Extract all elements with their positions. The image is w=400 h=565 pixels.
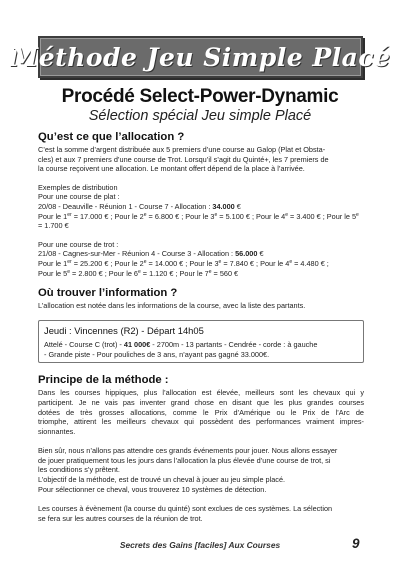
text-line: se fera sur les autres courses de la réunion de trot. bbox=[38, 513, 203, 523]
allocation-paragraph bbox=[38, 145, 364, 174]
principle-paragraph-2 bbox=[38, 446, 364, 494]
prize-item: Pour le $3^e = 7.840$ € bbox=[189, 258, 254, 268]
section-principle bbox=[38, 373, 364, 523]
race-info-box bbox=[38, 320, 364, 364]
principle-paragraph-3 bbox=[38, 504, 364, 523]
text-line: Pour sélectionner ce cheval, vous trouverez 10 systèmes de détection. bbox=[38, 484, 267, 494]
text-line: la course reçoivent une allocation. Le montant offert dépend de la place à l’arrivée. bbox=[38, 164, 305, 174]
text-line: C’est la somme d’argent distribuée aux 5 premiers d’une course au Galop (Plat et Obsta- bbox=[38, 145, 326, 154]
section-allocation bbox=[38, 130, 364, 174]
page-number: 9 bbox=[352, 536, 360, 551]
text-line: sionnantes. bbox=[38, 426, 76, 436]
race-info-title: Jeudi : Vincennes (R2) - Départ 14h05 bbox=[44, 324, 204, 336]
prize-list: Pour le 1er = 17.000 € ; Pour le $2^e = 6.800$ € ; Pour le $3^e = 5.100$ € ; Pour le $4^e = 3.400$ € ; Pour le $5^e = 1.700$ € bbox=[38, 211, 359, 231]
prize-item: Pour le $3^e = 5.100$ € bbox=[185, 211, 250, 221]
prize-item: Pour le $7^e = 560$ € bbox=[179, 268, 239, 278]
page-subtitle: Sélection spécial Jeu simple Placé bbox=[88, 108, 312, 124]
prize-item: Pour le $4^e = 4.480$ € bbox=[260, 258, 325, 268]
race-allocation: 41 000€ bbox=[123, 339, 151, 349]
section-heading: Où trouver l’information ? bbox=[38, 287, 178, 300]
race-info-line: Attelé - Course C (trot) - 41 000€ - 2700m - 13 partants - Cendrée - corde : à gauche bbox=[44, 339, 318, 349]
page-title: Procédé Select-Power-Dynamic bbox=[61, 86, 339, 107]
text-line: participent. Je ne vais pas inventer grand chose en disant que les plus grandes courses bbox=[38, 397, 364, 407]
footer-title: Secrets des Gains [faciles] Aux Courses bbox=[119, 540, 281, 550]
prize-item: Pour le $4^e = 3.400$ € bbox=[256, 211, 321, 221]
title-banner bbox=[10, 36, 391, 78]
prize-list: Pour le 1er = 25.200 € ; Pour le $2^e = 14.000$ € ; Pour le $3^e = 7.840$ € ; Pour le $4^e = 4.480$ € ; Pour le $5^e = 2.800$ € ; Pour le $6^e = 1.120$ € ; Pour le $7^e = 560$ € bbox=[38, 258, 329, 278]
race-info-line: - Grande piste - Pour pouliches de 3 ans, n’ayant pas gagné 33.000€. bbox=[44, 349, 270, 359]
prize-item: Pour le $5^e = 2.800$ € bbox=[38, 268, 103, 278]
example-label: Pour une course de trot : bbox=[38, 239, 119, 249]
prize-item: Pour le $5^e = 1.700$ € bbox=[38, 211, 359, 231]
banner-title: Méthode Jeu Simple Placé bbox=[10, 42, 391, 72]
text-line: de jouer pratiquement tous les jours dans l’allocation la plus élevée d’une course de trot, si bbox=[38, 455, 331, 465]
text-line: cles) et aux 7 premiers d’une course de Trot. Lorsqu’il s’agit du Quinté+, les 7 premiers de bbox=[38, 154, 329, 164]
prize-item: Pour le $2^e = 14.000$ € bbox=[114, 258, 184, 268]
text-line: les conditions s’y prêtent. bbox=[38, 465, 120, 475]
example-race: 20/08 - Deauville - Réunion 1 - Course 7 - Allocation : 34.000 € bbox=[38, 201, 241, 211]
text-line: Bien sûr, nous n’allons pas attendre ces grands événements pour jouer. Nous allons essayer bbox=[38, 446, 338, 456]
example-label: Pour une course de plat : bbox=[38, 192, 120, 202]
example-trot bbox=[38, 240, 364, 278]
example-galop bbox=[38, 192, 364, 230]
prize-item: Pour le 1er = 17.000 € bbox=[38, 211, 109, 221]
text-line: Les courses à évènement (la course du quinté) sont exclues de ces systèmes. La sélection bbox=[38, 504, 333, 514]
prize-item: Pour le $2^e = 6.800$ € bbox=[114, 211, 180, 221]
prize-item: Pour le 1er = 25.200 € bbox=[38, 258, 109, 268]
prize-item: Pour le $6^e = 1.120$ € bbox=[108, 268, 174, 278]
main-content bbox=[38, 130, 364, 523]
principle-paragraph-1 bbox=[38, 388, 364, 436]
section-heading: Qu’est ce que l’allocation ? bbox=[38, 131, 185, 143]
allocation-amount: 34.000 bbox=[212, 201, 235, 211]
example-race: 21/08 - Cagnes-sur-Mer - Réunion 4 - Course 3 - Allocation : 56.000 € bbox=[38, 249, 264, 259]
section-where bbox=[38, 286, 364, 311]
where-paragraph: L’allocation est notée dans les informations de la course, avec la liste des partants. bbox=[38, 301, 306, 311]
text-line: triomphe, attirent les meilleurs chevaux qui possèdent des performances vraiment impres- bbox=[38, 417, 364, 427]
text-line: dotées de très grosses allocations, comme le Prix d’Amérique ou le Prix de l’Arc de bbox=[38, 407, 364, 417]
text-line: Dans les courses hippiques, plus l’allocation est élevée, meilleurs sont les chevaux qui y bbox=[38, 388, 364, 398]
allocation-amount: 56.000 bbox=[235, 249, 258, 259]
text-line: L’objectif de la méthode, est de trouvé un cheval à jouer au jeu simple placé. bbox=[38, 475, 286, 485]
section-heading: Principe de la méthode : bbox=[38, 374, 169, 387]
examples-heading: Exemples de distribution bbox=[38, 182, 118, 192]
